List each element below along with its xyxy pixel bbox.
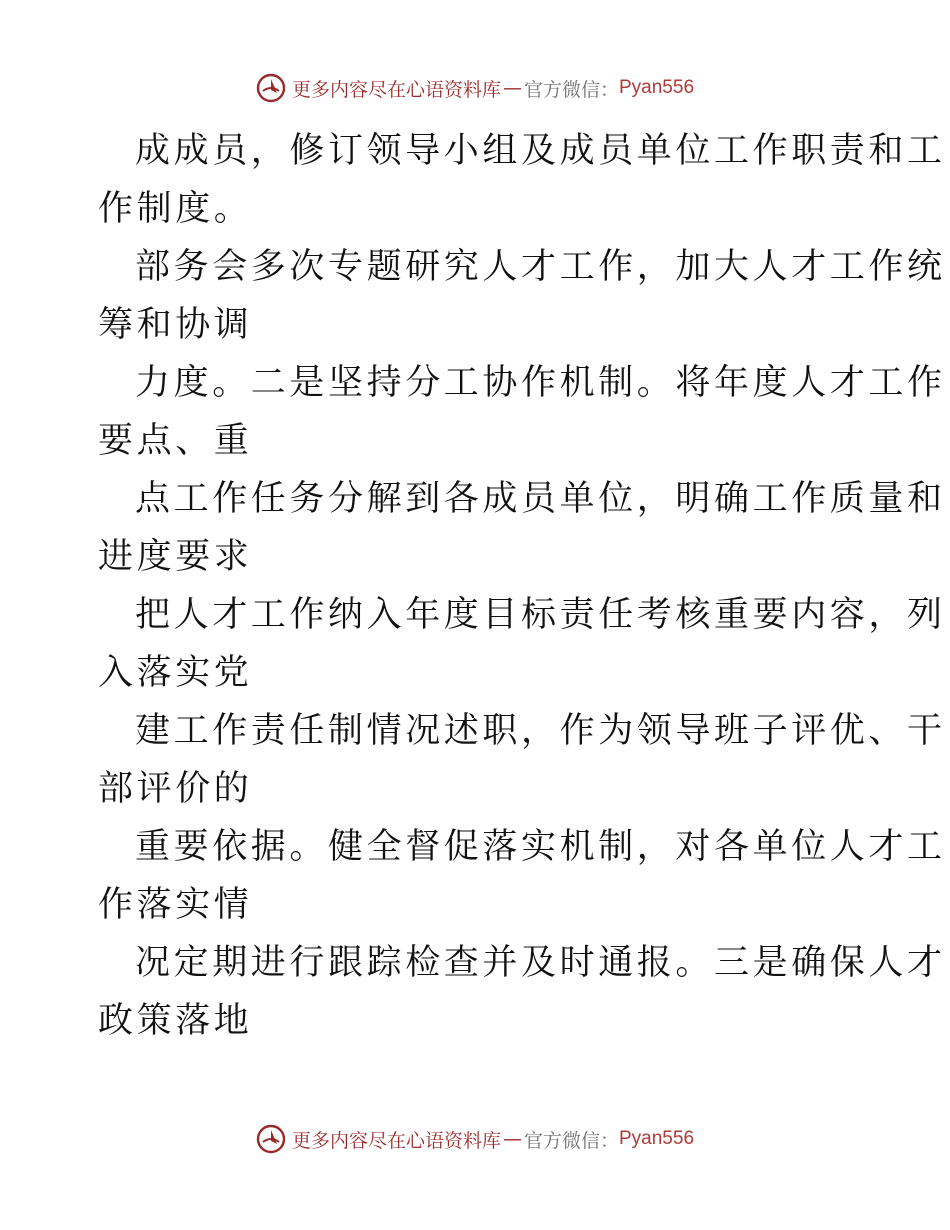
watermark-main-text: 更多内容尽在心语资料库 bbox=[291, 1129, 501, 1152]
watermark-separator: — bbox=[502, 77, 522, 99]
body-line: 入落实党 bbox=[98, 653, 253, 693]
body-line: 建工作责任制情况述职，作为领导班子评优、干 bbox=[135, 711, 946, 751]
watermark-label: 官方微信： bbox=[523, 1129, 619, 1152]
book-pen-logo-icon bbox=[256, 1124, 286, 1154]
watermark-label: 官方微信： bbox=[523, 78, 619, 101]
watermark-separator: — bbox=[502, 1128, 522, 1150]
body-line: 重要依据。健全督促落实机制，对各单位人才工 bbox=[135, 827, 946, 867]
body-line: 况定期进行跟踪检查并及时通报。三是确保人才 bbox=[135, 943, 946, 983]
watermark-main-text: 更多内容尽在心语资料库 bbox=[291, 78, 501, 101]
body-line: 把人才工作纳入年度目标责任考核重要内容，列 bbox=[135, 595, 946, 635]
body-line: 部务会多次专题研究人才工作，加大人才工作统 bbox=[135, 247, 946, 287]
header-watermark bbox=[0, 73, 950, 103]
body-line: 点工作任务分解到各成员单位，明确工作质量和 bbox=[135, 479, 946, 519]
body-line: 要点、重 bbox=[98, 421, 253, 461]
body-line: 政策落地 bbox=[98, 1001, 253, 1041]
body-line: 部评价的 bbox=[98, 769, 253, 809]
watermark-id: Pyan556 bbox=[619, 1128, 695, 1149]
body-line: 作落实情 bbox=[98, 885, 253, 925]
body-line: 筹和协调 bbox=[98, 305, 253, 345]
book-pen-logo-icon bbox=[256, 73, 286, 103]
body-line: 成成员，修订领导小组及成员单位工作职责和工 bbox=[135, 131, 946, 171]
body-line: 进度要求 bbox=[98, 537, 253, 577]
document-body bbox=[98, 122, 946, 1050]
watermark-id: Pyan556 bbox=[619, 77, 695, 98]
body-line: 力度。二是坚持分工协作机制。将年度人才工作 bbox=[135, 363, 946, 403]
footer-watermark bbox=[0, 1124, 950, 1154]
body-line: 作制度。 bbox=[98, 189, 253, 229]
